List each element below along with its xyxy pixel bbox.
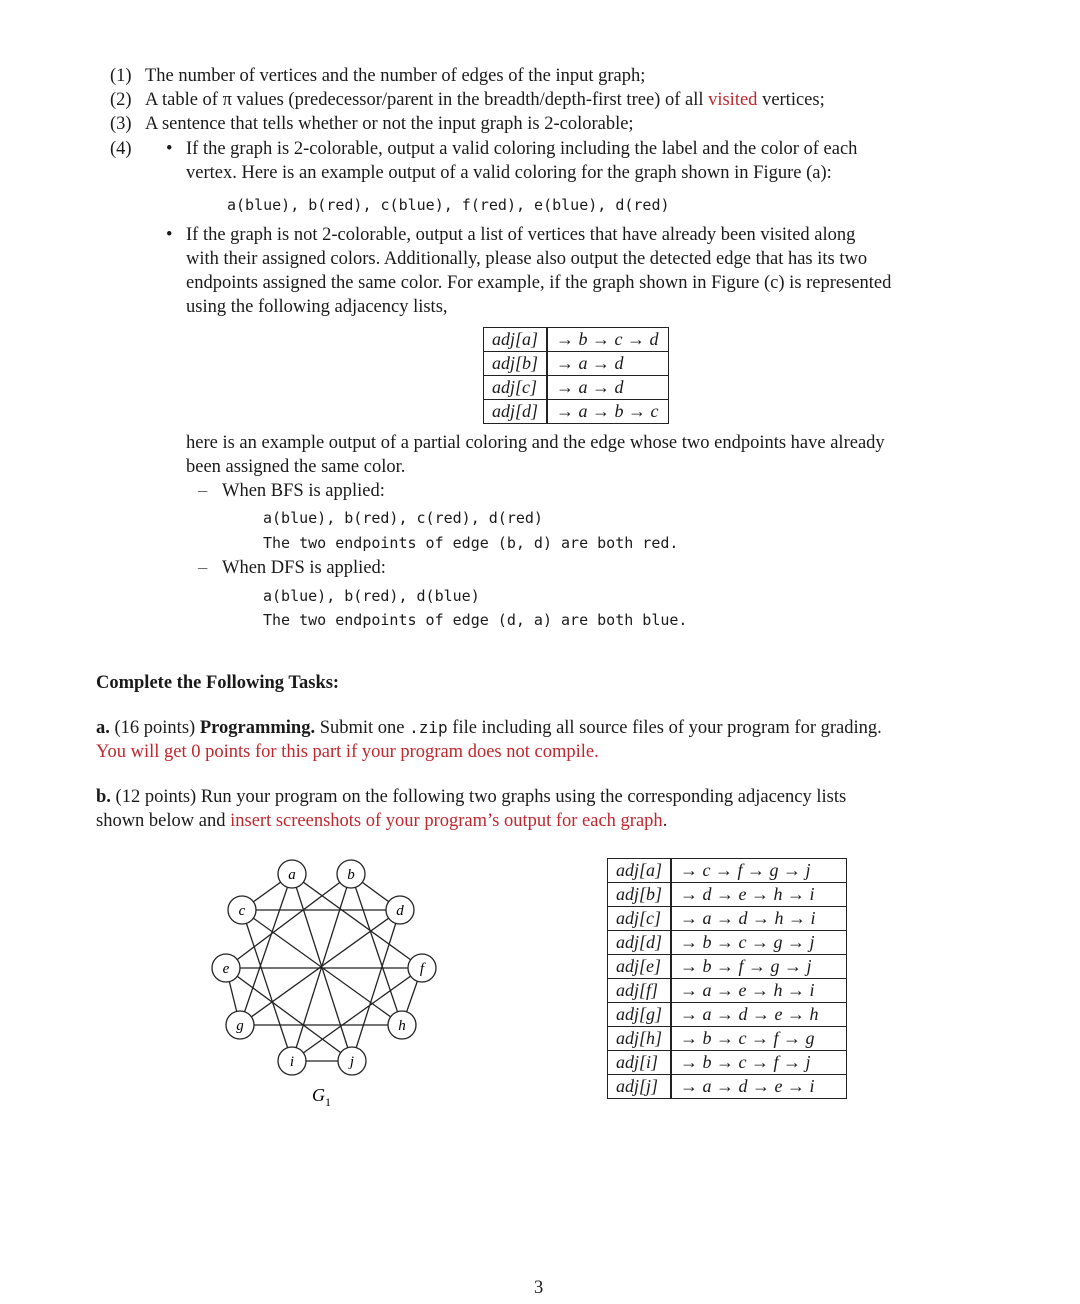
graph-vertex-j [338,1047,366,1075]
graph-vertex-e [212,954,240,982]
table-row [608,883,847,907]
adj-list: → b → c → f → g [671,1027,847,1051]
bullet-line: • If the graph is not 2-colorable, output a list of vertices that have already been visited along [186,223,855,247]
table-row [608,907,847,931]
task-b-line: shown below and insert screenshots of your program’s output for each graph. [96,811,668,831]
bullet-line: vertex. Here is an example output of a valid coloring for the graph shown in Figure (a): [186,163,832,183]
vertex-label: g [236,1018,244,1034]
code-example: a(blue), b(red), c(blue), f(red), e(blue), d(red) [227,196,670,214]
vertex-label: j [349,1054,355,1070]
adj-label: adj[b] [608,883,672,907]
adj-label: adj[h] [608,1027,672,1051]
visited-highlight: visited [708,90,758,110]
table-row [608,931,847,955]
adj-label: adj[e] [608,955,672,979]
adj-list: → c → f → g → j [671,859,847,883]
bullet-line: endpoints assigned the same color. For example, if the graph shown in Figure (c) is represented [186,273,892,293]
table-row [484,400,669,424]
adj-list: → a → d [547,376,669,400]
table-row [484,376,669,400]
table-row [608,955,847,979]
adj-list: → a → d → e → i [671,1075,847,1099]
tasks-heading: Complete the Following Tasks: [96,673,340,693]
page-number: 3 [534,1278,544,1298]
paragraph-line: here is an example output of a partial coloring and the edge whose two endpoints have already [186,433,885,453]
adj-list: → d → e → h → i [671,883,847,907]
vertex-label: d [396,903,404,919]
adj-list: → b → f → g → j [671,955,847,979]
adj-list: → b → c → d [547,328,669,352]
code-example: The two endpoints of edge (d, a) are both blue. [263,611,688,629]
item-number: (1) [110,66,132,86]
adj-label: adj[c] [484,376,548,400]
graph-edge-d-j [352,910,400,1061]
table-row [484,352,669,376]
adj-label: adj[j] [608,1075,672,1099]
task-b-line: b. (12 points) Run your program on the following two graphs using the corresponding adjacency lists [96,787,847,807]
adj-label: adj[f] [608,979,672,1003]
adj-list: → b → c → f → j [671,1051,847,1075]
vertex-label: a [288,867,296,883]
adj-list: → a → e → h → i [671,979,847,1003]
table-row [484,328,669,352]
table-row [608,1051,847,1075]
adj-label: adj[a] [484,328,548,352]
bullet-line: with their assigned colors. Additionally, please also output the detected edge that has its two [186,249,868,269]
big-adjacency-table [607,858,847,1099]
graph-vertex-b [337,860,365,888]
graph-vertex-f [408,954,436,982]
item-text: A table of π values (predecessor/parent in the breadth/depth-first tree) of all visited vertices; [145,90,825,110]
task-a-line: a. (16 points) Programming. Submit one .zip file including all source files of your program for grading. [96,718,882,738]
item-number: (4) [110,139,132,159]
task-a-warning: You will get 0 points for this part if your program does not compile. [96,742,599,762]
graph-vertex-d [386,896,414,924]
graph-vertex-h [388,1011,416,1039]
graph-vertex-g [226,1011,254,1039]
table-row [608,1003,847,1027]
adj-list: → b → c → g → j [671,931,847,955]
code-example: The two endpoints of edge (b, d) are both red. [263,534,679,552]
paragraph-line: been assigned the same color. [186,457,406,477]
adj-list: → a → d → e → h [671,1003,847,1027]
vertex-label: c [238,903,246,919]
bullet-line: • If the graph is 2-colorable, output a valid coloring including the label and the color of each [186,137,857,161]
small-adjacency-table [483,327,669,424]
adj-label: adj[c] [608,907,672,931]
adj-label: adj[i] [608,1051,672,1075]
adj-label: adj[d] [484,400,548,424]
dfs-label: – When DFS is applied: [222,556,386,580]
vertex-label: e [222,961,230,977]
adj-label: adj[d] [608,931,672,955]
adj-label: adj[a] [608,859,672,883]
item-number: (2) [110,90,132,110]
adj-list: → a → d → h → i [671,907,847,931]
item-text: The number of vertices and the number of edges of the input graph; [145,66,646,86]
adj-label: adj[g] [608,1003,672,1027]
item-number: (3) [110,114,132,134]
adj-list: → a → b → c [547,400,669,424]
screenshot-instruction: insert screenshots of your program’s output for each graph [230,811,663,831]
table-row [608,1027,847,1051]
vertex-label: f [419,961,425,977]
graph-caption: $G_1$ [312,1085,331,1109]
graph-g1 [200,850,440,1110]
vertex-label: h [398,1018,406,1034]
item-text: A sentence that tells whether or not the input graph is 2-colorable; [145,114,634,134]
adj-list: → a → d [547,352,669,376]
bfs-label: – When BFS is applied: [222,479,385,503]
adj-label: adj[b] [484,352,548,376]
table-row [608,1075,847,1099]
table-row [608,979,847,1003]
vertex-label: i [289,1054,295,1070]
code-example: a(blue), b(red), c(red), d(red) [263,509,543,527]
table-row [608,859,847,883]
graph-vertex-c [228,896,256,924]
bullet-line: using the following adjacency lists, [186,297,448,317]
vertex-label: b [347,867,355,883]
graph-vertex-i [278,1047,306,1075]
graph-vertex-a [278,860,306,888]
code-example: a(blue), b(red), d(blue) [263,587,480,605]
